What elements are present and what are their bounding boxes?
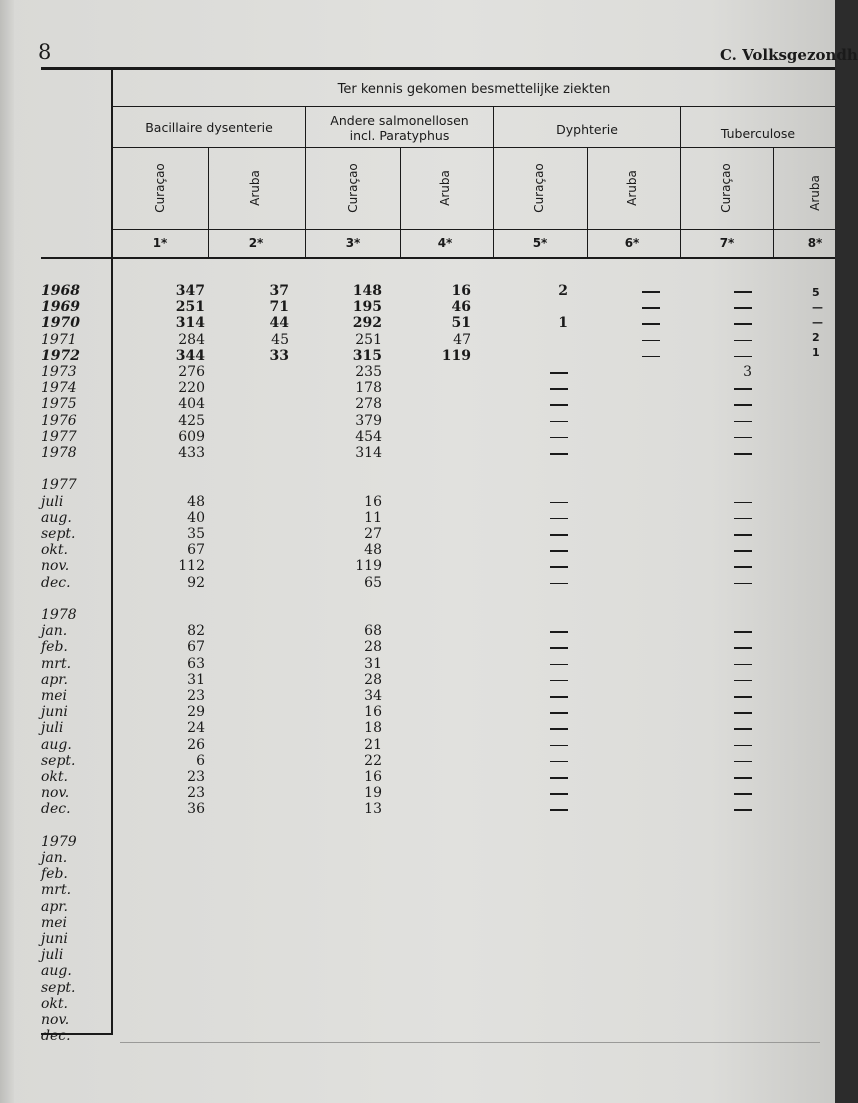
table-row — [0, 769, 835, 785]
column-label-7: Curaçao — [719, 163, 733, 213]
table-row — [0, 623, 835, 639]
cell-value: 148 — [352, 283, 382, 299]
empty-value-dash — [734, 340, 752, 342]
empty-value-dash — [550, 583, 568, 585]
cell-value: 27 — [364, 526, 382, 542]
cell-value: 278 — [355, 396, 382, 413]
table-row — [0, 639, 835, 655]
cell-value: 609 — [178, 428, 205, 445]
group-header-dyphterie — [494, 122, 680, 137]
cell-value: 34 — [364, 688, 382, 704]
empty-value-dash — [550, 761, 568, 763]
cell-value: 92 — [187, 574, 205, 591]
empty-value-dash — [734, 307, 752, 309]
empty-value-dash — [734, 761, 752, 763]
empty-value-dash — [642, 307, 660, 309]
table-row — [0, 785, 835, 801]
empty-value-dash — [734, 793, 752, 795]
cell-value: 425 — [178, 412, 205, 429]
table-row — [0, 996, 835, 1012]
empty-value-dash — [734, 453, 752, 455]
row-label: 1975 — [41, 396, 77, 413]
row-label: mei — [41, 914, 68, 931]
row-label: mrt. — [41, 882, 72, 899]
table-row — [0, 591, 835, 607]
table-row — [0, 753, 835, 769]
table-row — [0, 364, 835, 380]
cell-value: 347 — [175, 283, 205, 299]
row-label: juli — [41, 947, 64, 964]
table-title: Ter kennis gekomen besmettelijke ziekten — [337, 82, 611, 97]
row-label: okt. — [41, 542, 68, 559]
cell-value: 1 — [558, 315, 568, 332]
cell-value: 178 — [355, 380, 382, 397]
empty-value-dash — [734, 534, 752, 536]
table-row — [0, 915, 835, 931]
col-divider-4 — [773, 148, 774, 258]
column-label-4: Aruba — [438, 170, 452, 206]
table-row — [0, 704, 835, 720]
cell-value: 284 — [178, 331, 205, 348]
row-label: mei — [41, 688, 68, 704]
cell-value: 251 — [175, 299, 205, 316]
column-number-6: 6* — [624, 236, 640, 250]
cell-value: 119 — [355, 558, 382, 575]
cell-value: 195 — [352, 299, 382, 316]
column-label-2: Aruba — [248, 170, 262, 206]
empty-value-dash — [734, 291, 752, 293]
empty-value-dash — [642, 356, 660, 358]
row-label: 1978 — [41, 445, 77, 461]
cell-value: 48 — [364, 542, 382, 559]
row-label: apr. — [41, 671, 68, 688]
top-rule — [41, 67, 835, 70]
empty-value-dash — [734, 421, 752, 423]
empty-value-dash — [734, 696, 752, 698]
column-number-8: 8* — [807, 236, 823, 250]
cell-value: 433 — [178, 445, 205, 461]
row-label: 1979 — [41, 833, 77, 850]
cell-value: 28 — [364, 639, 382, 656]
empty-value-dash — [550, 404, 568, 406]
group-label-line: incl. Paratyphus — [349, 128, 450, 143]
col-divider-1 — [208, 148, 209, 258]
cell-value: 404 — [178, 396, 205, 413]
row-label: dec. — [41, 801, 71, 818]
row-label: okt. — [41, 769, 68, 785]
cell-value: 31 — [187, 671, 205, 688]
column-number-5: 5* — [532, 236, 548, 250]
table-row — [0, 834, 835, 850]
table-row — [0, 656, 835, 672]
cell-value: 16 — [451, 283, 471, 299]
empty-value-dash — [550, 696, 568, 698]
cell-value: 2 — [558, 283, 568, 299]
group-label-line: Andere salmonellosen — [330, 113, 469, 128]
table-row — [0, 558, 835, 574]
cell-value: 47 — [453, 331, 471, 348]
table-row — [0, 866, 835, 882]
row-label: nov. — [41, 1012, 70, 1028]
group-label-line: Bacillaire dysenterie — [145, 120, 273, 135]
cell-value: 40 — [187, 509, 205, 526]
empty-value-dash — [550, 566, 568, 568]
header-bottom-rule — [41, 257, 835, 259]
empty-value-dash — [734, 745, 752, 747]
empty-value-dash — [550, 502, 568, 504]
edge-fragment — [812, 285, 823, 360]
table-row — [0, 413, 835, 429]
cell-value: 292 — [352, 315, 382, 332]
empty-value-dash — [550, 712, 568, 714]
row-label: nov. — [41, 785, 70, 802]
empty-value-dash — [734, 809, 752, 811]
empty-value-dash — [734, 664, 752, 666]
empty-value-dash — [734, 728, 752, 730]
cell-value: 45 — [271, 331, 289, 348]
table-row — [0, 380, 835, 396]
cell-value: 235 — [355, 364, 382, 380]
empty-value-dash — [734, 356, 752, 358]
row-label: aug. — [41, 736, 72, 753]
row-label: 1978 — [41, 607, 77, 623]
cell-value: 26 — [187, 736, 205, 753]
cell-value: 67 — [187, 542, 205, 559]
empty-value-dash — [734, 518, 752, 520]
cell-value: 37 — [269, 283, 289, 299]
cell-value: 44 — [269, 315, 289, 332]
table-row — [0, 882, 835, 898]
empty-value-dash — [734, 777, 752, 779]
row-label: feb. — [41, 639, 68, 656]
cell-value: 454 — [355, 428, 382, 445]
table-row — [0, 542, 835, 558]
cell-value: 13 — [364, 801, 382, 818]
cell-value: 314 — [175, 315, 205, 332]
empty-value-dash — [550, 372, 568, 374]
cell-value: 6 — [196, 752, 205, 769]
column-number-2: 2* — [248, 236, 264, 250]
table-row — [0, 429, 835, 445]
cell-value: 23 — [187, 769, 205, 785]
empty-value-dash — [550, 550, 568, 552]
empty-value-dash — [734, 323, 752, 325]
cell-value: 46 — [451, 299, 471, 316]
row-label: sept. — [41, 979, 76, 996]
cell-value: 48 — [187, 493, 205, 510]
column-number-4: 4* — [437, 236, 453, 250]
empty-value-dash — [550, 664, 568, 666]
table-row — [0, 315, 835, 331]
cell-value: 51 — [451, 315, 471, 332]
row-label: okt. — [41, 995, 68, 1012]
cell-value: 82 — [187, 623, 205, 640]
empty-value-dash — [734, 404, 752, 406]
cell-value: 31 — [364, 655, 382, 672]
column-label-6: Aruba — [625, 170, 639, 206]
row-label: 1971 — [41, 331, 77, 348]
cell-value: 67 — [187, 639, 205, 656]
cell-value: 23 — [187, 688, 205, 704]
empty-value-dash — [550, 388, 568, 390]
table-row — [0, 299, 835, 315]
empty-value-dash — [550, 437, 568, 439]
row-label: juni — [41, 704, 68, 721]
table-row — [0, 980, 835, 996]
table-row — [0, 688, 835, 704]
group-label-line: Tuberculose — [720, 126, 796, 141]
column-label-3: Curaçao — [346, 163, 360, 213]
col-divider-2 — [400, 148, 401, 258]
column-number-3: 3* — [345, 236, 361, 250]
table-row — [0, 332, 835, 348]
cell-value: 28 — [364, 671, 382, 688]
footer-rule — [120, 1042, 820, 1043]
group-label-line: Dyphterie — [556, 122, 618, 137]
cell-value: 71 — [269, 299, 289, 316]
row-label: 1974 — [41, 380, 77, 397]
empty-value-dash — [734, 631, 752, 633]
empty-value-dash — [550, 745, 568, 747]
row-label: 1970 — [41, 315, 80, 332]
cell-value: 379 — [355, 412, 382, 429]
group-header-bacillaire — [113, 120, 305, 135]
table-row — [0, 461, 835, 477]
row-label: mrt. — [41, 655, 72, 672]
empty-value-dash — [550, 631, 568, 633]
table-row — [0, 477, 835, 493]
cell-value: 16 — [364, 704, 382, 721]
row-label: nov. — [41, 558, 70, 575]
row-label: 1976 — [41, 412, 77, 429]
edge-fragment-line: 1 — [812, 346, 820, 359]
table-row — [0, 283, 835, 299]
title-rule — [113, 106, 835, 107]
row-label: dec. — [41, 574, 71, 591]
empty-value-dash — [734, 583, 752, 585]
table-row — [0, 818, 835, 834]
row-label: 1969 — [41, 299, 80, 316]
table-row — [0, 801, 835, 817]
empty-value-dash — [550, 809, 568, 811]
row-label: 1973 — [41, 364, 77, 380]
empty-value-dash — [550, 421, 568, 423]
cell-value: 22 — [364, 752, 382, 769]
cell-value: 36 — [187, 801, 205, 818]
table-row — [0, 348, 835, 364]
table-row — [0, 720, 835, 736]
edge-fragment-line: — — [812, 316, 823, 329]
column-label-8: Aruba — [808, 175, 822, 211]
cell-value: 33 — [269, 347, 289, 364]
empty-value-dash — [550, 534, 568, 536]
cell-value: 251 — [355, 331, 382, 348]
group-header-tuberculose — [681, 126, 835, 141]
edge-fragment-line: 2 — [812, 331, 820, 344]
empty-value-dash — [550, 728, 568, 730]
row-label: 1977 — [41, 477, 77, 494]
cell-value: 63 — [187, 655, 205, 672]
table-row — [0, 737, 835, 753]
column-label-5: Curaçao — [532, 163, 546, 213]
cell-value: 314 — [355, 445, 382, 461]
row-label: 1977 — [41, 428, 77, 445]
table-row — [0, 672, 835, 688]
row-label: 1968 — [41, 283, 80, 299]
table-row — [0, 1012, 835, 1028]
empty-value-dash — [734, 712, 752, 714]
edge-fragment-line: 5 — [812, 286, 820, 299]
running-header: C. Volksgezondh — [720, 46, 858, 64]
column-label-1: Curaçao — [153, 163, 167, 213]
cell-value: 112 — [178, 558, 205, 575]
cell-value: 16 — [364, 769, 382, 785]
empty-value-dash — [550, 680, 568, 682]
table-row — [0, 396, 835, 412]
row-label: jan. — [41, 623, 68, 640]
empty-value-dash — [550, 793, 568, 795]
row-label: aug. — [41, 509, 72, 526]
row-label: sept. — [41, 752, 76, 769]
row-label: juli — [41, 493, 64, 510]
empty-value-dash — [734, 437, 752, 439]
table-row — [0, 526, 835, 542]
empty-value-dash — [642, 323, 660, 325]
empty-value-dash — [550, 777, 568, 779]
row-label: jan. — [41, 850, 68, 866]
row-label: 1972 — [41, 347, 80, 364]
row-label: sept. — [41, 526, 76, 542]
cell-value: 29 — [187, 704, 205, 721]
table-row — [0, 899, 835, 915]
empty-value-dash — [734, 566, 752, 568]
table-row — [0, 494, 835, 510]
table-row — [0, 607, 835, 623]
empty-value-dash — [734, 550, 752, 552]
cell-value: 24 — [187, 720, 205, 737]
cell-value: 220 — [178, 380, 205, 397]
table-row — [0, 931, 835, 947]
row-label: juli — [41, 720, 64, 737]
cell-value: 119 — [441, 347, 471, 364]
table-row — [0, 947, 835, 963]
edge-fragment-line: — — [812, 301, 823, 314]
table-row — [0, 510, 835, 526]
empty-value-dash — [550, 647, 568, 649]
row-label: feb. — [41, 866, 68, 883]
empty-value-dash — [642, 291, 660, 293]
empty-value-dash — [734, 388, 752, 390]
cell-value: 16 — [364, 493, 382, 510]
col-divider-3 — [587, 148, 588, 258]
empty-value-dash — [550, 518, 568, 520]
empty-value-dash — [550, 453, 568, 455]
cell-value: 11 — [364, 509, 382, 526]
column-number-7: 7* — [719, 236, 735, 250]
table-row — [0, 963, 835, 979]
cell-value: 68 — [364, 623, 382, 640]
group-header-salmonellosen — [306, 113, 493, 143]
cell-value: 315 — [352, 347, 382, 364]
empty-value-dash — [642, 340, 660, 342]
row-label: dec. — [41, 1028, 71, 1045]
cell-value: 344 — [175, 347, 205, 364]
table-row — [0, 850, 835, 866]
row-label: apr. — [41, 898, 68, 915]
cell-value: 21 — [364, 736, 382, 753]
table-row — [0, 575, 835, 591]
table-row — [0, 445, 835, 461]
empty-value-dash — [734, 647, 752, 649]
empty-value-dash — [734, 502, 752, 504]
cell-value: 276 — [178, 364, 205, 380]
cell-value: 65 — [364, 574, 382, 591]
row-label: juni — [41, 931, 68, 947]
empty-value-dash — [734, 680, 752, 682]
cell-value: 19 — [364, 785, 382, 802]
cell-value: 35 — [187, 526, 205, 542]
page-number: 8 — [38, 40, 52, 64]
cell-value: 18 — [364, 720, 382, 737]
cell-value: 3 — [743, 364, 752, 380]
cell-value: 23 — [187, 785, 205, 802]
row-label: aug. — [41, 963, 72, 980]
column-number-1: 1* — [152, 236, 168, 250]
